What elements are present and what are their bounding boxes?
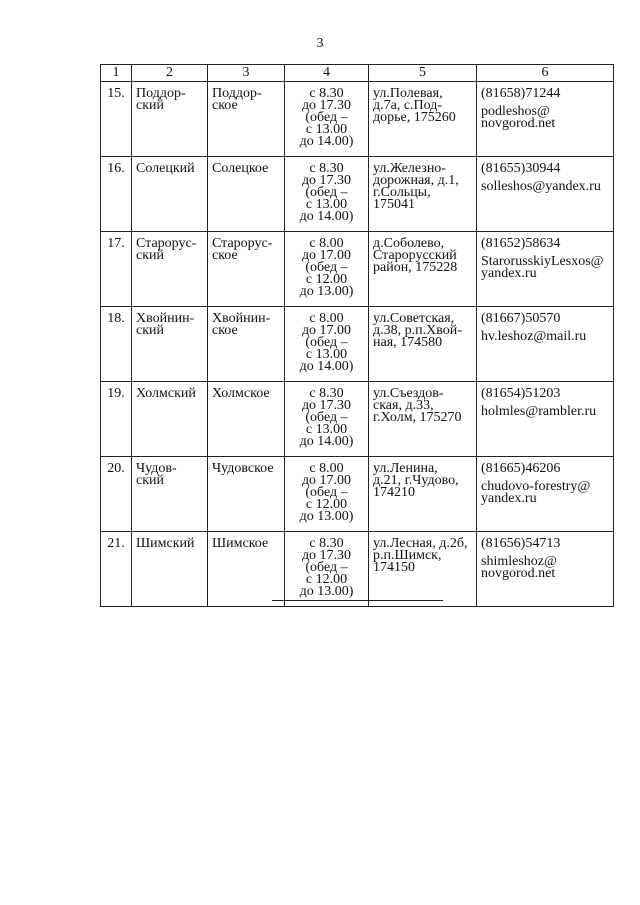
column-number: 3 [208,65,285,82]
forestry-name [208,457,285,532]
working-hours [285,457,369,532]
working-hours-line: с 12.00 [305,497,348,512]
row-number: 16. [101,157,132,232]
working-hours-line: с 12.00 [305,272,348,287]
table-row [101,457,614,532]
district-name [132,157,208,232]
contact [477,532,614,607]
email-address [481,106,609,130]
phone-number: (81667)50570 [481,311,561,326]
column-number-row [101,65,614,82]
email-line: novgorod.net [481,116,556,131]
address [369,82,477,157]
address-line: дорье, 175260 [373,110,456,125]
working-hours-line: до 14.00) [299,134,354,149]
district-name-line: Шимский [136,536,195,551]
email-line: shimleshoz@ [481,554,557,569]
forestry-name-line: Чудовское [212,461,274,476]
district-name [132,382,208,457]
district-name-line: Солецкий [136,161,195,176]
row-number: 20. [101,457,132,532]
district-name-line: ский [136,98,164,113]
email-line: podleshos@ [481,104,550,119]
address-line: д.21, г.Чудово, [373,473,459,488]
working-hours-line: (обед – [305,110,348,125]
column-number: 1 [101,65,132,82]
email-line: chudovo-forestry@ [481,479,591,494]
working-hours-line: с 8.30 [309,386,344,401]
forestry-name-line: ское [212,98,238,113]
forestry-contacts-table [100,64,614,607]
forestry-name-line: Шимское [212,536,269,551]
contact [477,307,614,382]
address [369,457,477,532]
email-line: holmles@rambler.ru [481,404,597,419]
working-hours [285,307,369,382]
working-hours-line: (обед – [305,410,348,425]
table-row [101,232,614,307]
working-hours-line: с 13.00 [305,422,348,437]
district-name [132,307,208,382]
working-hours-line: до 13.00) [299,284,354,299]
working-hours-line: до 17.00 [301,248,352,263]
address-line: 175041 [373,197,415,212]
email-address [481,481,609,505]
working-hours-line: с 13.00 [305,122,348,137]
forestry-name-line: Хвойнин- [212,311,271,326]
working-hours [285,532,369,607]
forestry-name [208,232,285,307]
working-hours-line: с 13.00 [305,347,348,362]
working-hours-line: до 17.00 [301,473,352,488]
address [369,307,477,382]
address-line: 174210 [373,485,415,500]
district-name [132,82,208,157]
contact [477,82,614,157]
table-row [101,157,614,232]
working-hours-line: с 12.00 [305,572,348,587]
row-number: 18. [101,307,132,382]
email-line: StarorusskiyLesxos@ [481,254,604,269]
email-address [481,556,609,580]
working-hours-line: до 17.00 [301,323,352,338]
row-number: 15. [101,82,132,157]
table-row [101,307,614,382]
forestry-name [208,82,285,157]
working-hours-line: до 17.30 [301,173,352,188]
phone-number: (81652)58634 [481,236,561,251]
email-line: hv.leshoz@mail.ru [481,329,587,344]
district-name [132,232,208,307]
address-line: ская, д.33, [373,398,434,413]
address-line: г.Холм, 175270 [373,410,462,425]
working-hours-line: до 17.30 [301,398,352,413]
row-number: 19. [101,382,132,457]
address-line: д.7а, с.Под- [373,98,443,113]
district-name-line: Чудов- [136,461,177,476]
forestry-name-line: Солецкое [212,161,269,176]
row-number: 17. [101,232,132,307]
closing-rule [272,600,443,601]
working-hours-line: до 13.00) [299,584,354,599]
working-hours-line: до 17.30 [301,548,352,563]
working-hours-line: до 14.00) [299,434,354,449]
working-hours-line: (обед – [305,185,348,200]
phone-number: (81658)71244 [481,86,561,101]
working-hours-line: до 14.00) [299,359,354,374]
forestry-name-line: ское [212,248,238,263]
district-name-line: Холмский [136,386,196,401]
working-hours-line: с 8.00 [309,461,344,476]
phone-number: (81655)30944 [481,161,561,176]
working-hours-line: (обед – [305,335,348,350]
working-hours-line: (обед – [305,260,348,275]
working-hours-line: (обед – [305,560,348,575]
address-line: д.Соболево, [373,236,445,251]
working-hours [285,157,369,232]
working-hours-line: (обед – [305,485,348,500]
working-hours-line: с 8.00 [309,311,344,326]
phone-number: (81656)54713 [481,536,561,551]
email-line: yandex.ru [481,266,537,281]
email-line: yandex.ru [481,491,537,506]
contact [477,157,614,232]
address-line: г.Сольцы, [373,185,431,200]
district-name-line: Поддор- [136,86,186,101]
working-hours-line: с 13.00 [305,197,348,212]
contact [477,232,614,307]
forestry-name [208,307,285,382]
district-name [132,457,208,532]
email-address [481,181,609,193]
row-number: 21. [101,532,132,607]
district-name-line: Старорус- [136,236,197,251]
working-hours-line: до 17.30 [301,98,352,113]
phone-number: (81665)46206 [481,461,561,476]
table-body [101,65,614,607]
forestry-name-line: Поддор- [212,86,262,101]
table-row [101,532,614,607]
phone-number: (81654)51203 [481,386,561,401]
email-line: novgorod.net [481,566,556,581]
district-name-line: ский [136,473,164,488]
forestry-name [208,157,285,232]
contact [477,457,614,532]
address-line: район, 175228 [373,260,458,275]
email-address [481,406,609,418]
address-line: ул.Полевая, [373,86,443,101]
address-line: дорожная, д.1, [373,173,459,188]
working-hours [285,232,369,307]
address [369,232,477,307]
address-line: ул.Советская, [373,311,455,326]
district-name-line: ский [136,323,164,338]
forestry-name-line: Холмское [212,386,270,401]
address-line: ная, 174580 [373,335,443,350]
forestry-name-line: ское [212,323,238,338]
working-hours-line: с 8.30 [309,161,344,176]
forestry-name [208,532,285,607]
working-hours [285,82,369,157]
address [369,532,477,607]
email-address [481,331,609,343]
email-address [481,256,609,280]
address [369,382,477,457]
working-hours-line: до 14.00) [299,209,354,224]
column-number: 5 [369,65,477,82]
working-hours [285,382,369,457]
table-row [101,382,614,457]
contact [477,382,614,457]
column-number: 6 [477,65,614,82]
working-hours-line: с 8.00 [309,236,344,251]
column-number: 2 [132,65,208,82]
address-line: ул.Железно- [373,161,446,176]
district-name [132,532,208,607]
district-name-line: ский [136,248,164,263]
address-line: Старорусский [373,248,457,263]
address [369,157,477,232]
address-line: ул.Съездов- [373,386,444,401]
forestry-name [208,382,285,457]
working-hours-line: до 13.00) [299,509,354,524]
district-name-line: Хвойнин- [136,311,195,326]
page-number: 3 [316,36,324,51]
working-hours-line: с 8.30 [309,536,344,551]
email-line: solleshos@yandex.ru [481,179,601,194]
address-line: д.38, р.п.Хвой- [373,323,462,338]
address-line: 174150 [373,560,415,575]
address-line: р.п.Шимск, [373,548,442,563]
address-line: ул.Ленина, [373,461,438,476]
address-line: ул.Лесная, д.2б, [373,536,468,551]
working-hours-line: с 8.30 [309,86,344,101]
table-row [101,82,614,157]
forestry-name-line: Старорус- [212,236,273,251]
column-number: 4 [285,65,369,82]
